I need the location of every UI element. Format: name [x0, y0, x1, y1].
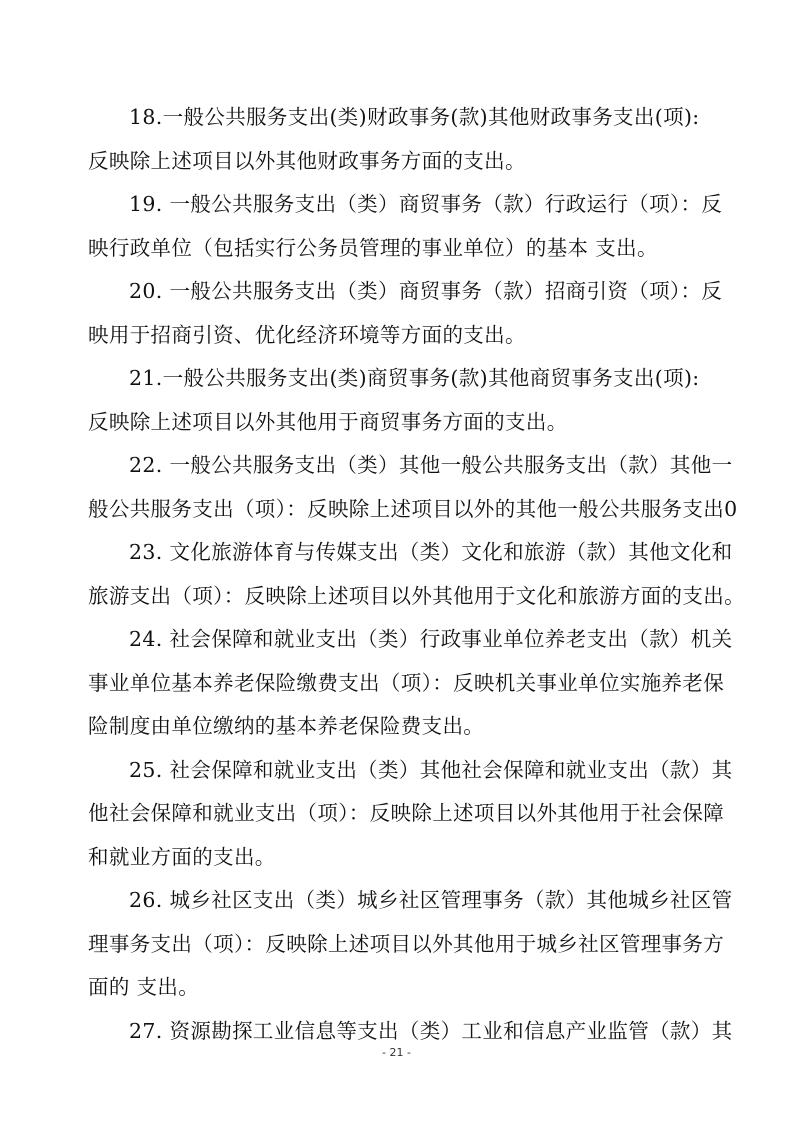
text-line: 面的 支出。	[88, 975, 200, 999]
paragraph	[88, 357, 746, 444]
text-line: 事业单位基本养老保险缴费支出（项）：反映机关事业单位实施养老保	[88, 670, 725, 695]
text-line: 22. 一般公共服务支出（类）其他一般公共服务支出（款）其他一	[129, 453, 733, 477]
text-line: 般公共服务支出（项）：反映除上述项目以外的其他一般公共服务支出0	[88, 496, 738, 521]
paragraph	[88, 183, 746, 270]
text-line: 映行政单位（包括实行公务员管理的事业单位）的基本 支出。	[88, 235, 658, 260]
text-line: 和就业方面的支出。	[88, 844, 276, 869]
text-line: 险制度由单位缴纳的基本养老保险费支出。	[88, 714, 485, 738]
text-line: 26. 城乡社区支出（类）城乡社区管理事务（款）其他城乡社区管	[129, 888, 733, 912]
text-line: 20. 一般公共服务支出（类）商贸事务（款）招商引资（项）：反	[129, 279, 723, 303]
text-line: 他社会保障和就业支出（项）：反映除上述项目以外其他用于社会保障	[88, 801, 725, 825]
text-line: 旅游支出（项）：反映除上述项目以外其他用于文化和旅游方面的支出。	[88, 583, 745, 608]
paragraph	[88, 749, 746, 880]
text-line: 25. 社会保障和就业支出（类）其他社会保障和就业支出（款）其	[129, 757, 733, 782]
text-line: 反映除上述项目以外其他财政事务方面的支出。	[88, 148, 526, 173]
document-body	[88, 96, 746, 1053]
text-line: 24. 社会保障和就业支出（类）行政事业单位养老支出（款）机关	[129, 627, 733, 651]
paragraph	[88, 444, 746, 531]
text-line: 18.一般公共服务支出(类)财政事务(款)其他财政事务支出(项):	[129, 105, 700, 129]
page-number: - 21 -	[382, 1046, 411, 1059]
text-line: 理事务支出（项）：反映除上述项目以外其他用于城乡社区管理事务方	[88, 931, 725, 956]
text-line: 27. 资源勘探工业信息等支出（类）工业和信息产业监管（款）其	[129, 1018, 733, 1043]
text-line: 映用于招商引资、优化经济环境等方面的支出。	[88, 322, 526, 347]
paragraph	[88, 618, 746, 749]
paragraph	[88, 270, 746, 357]
paragraph	[88, 879, 746, 1010]
text-line: 19. 一般公共服务支出（类）商贸事务（款）行政运行（项）：反	[129, 192, 723, 216]
paragraph	[88, 96, 746, 183]
text-line: 反映除上述项目以外其他用于商贸事务方面的支出。	[88, 409, 568, 434]
paragraph	[88, 531, 746, 618]
text-line: 21.一般公共服务支出(类)商贸事务(款)其他商贸事务支出(项):	[129, 366, 700, 390]
text-line: 23. 文化旅游体育与传媒支出（类）文化和旅游（款）其他文化和	[129, 540, 733, 564]
